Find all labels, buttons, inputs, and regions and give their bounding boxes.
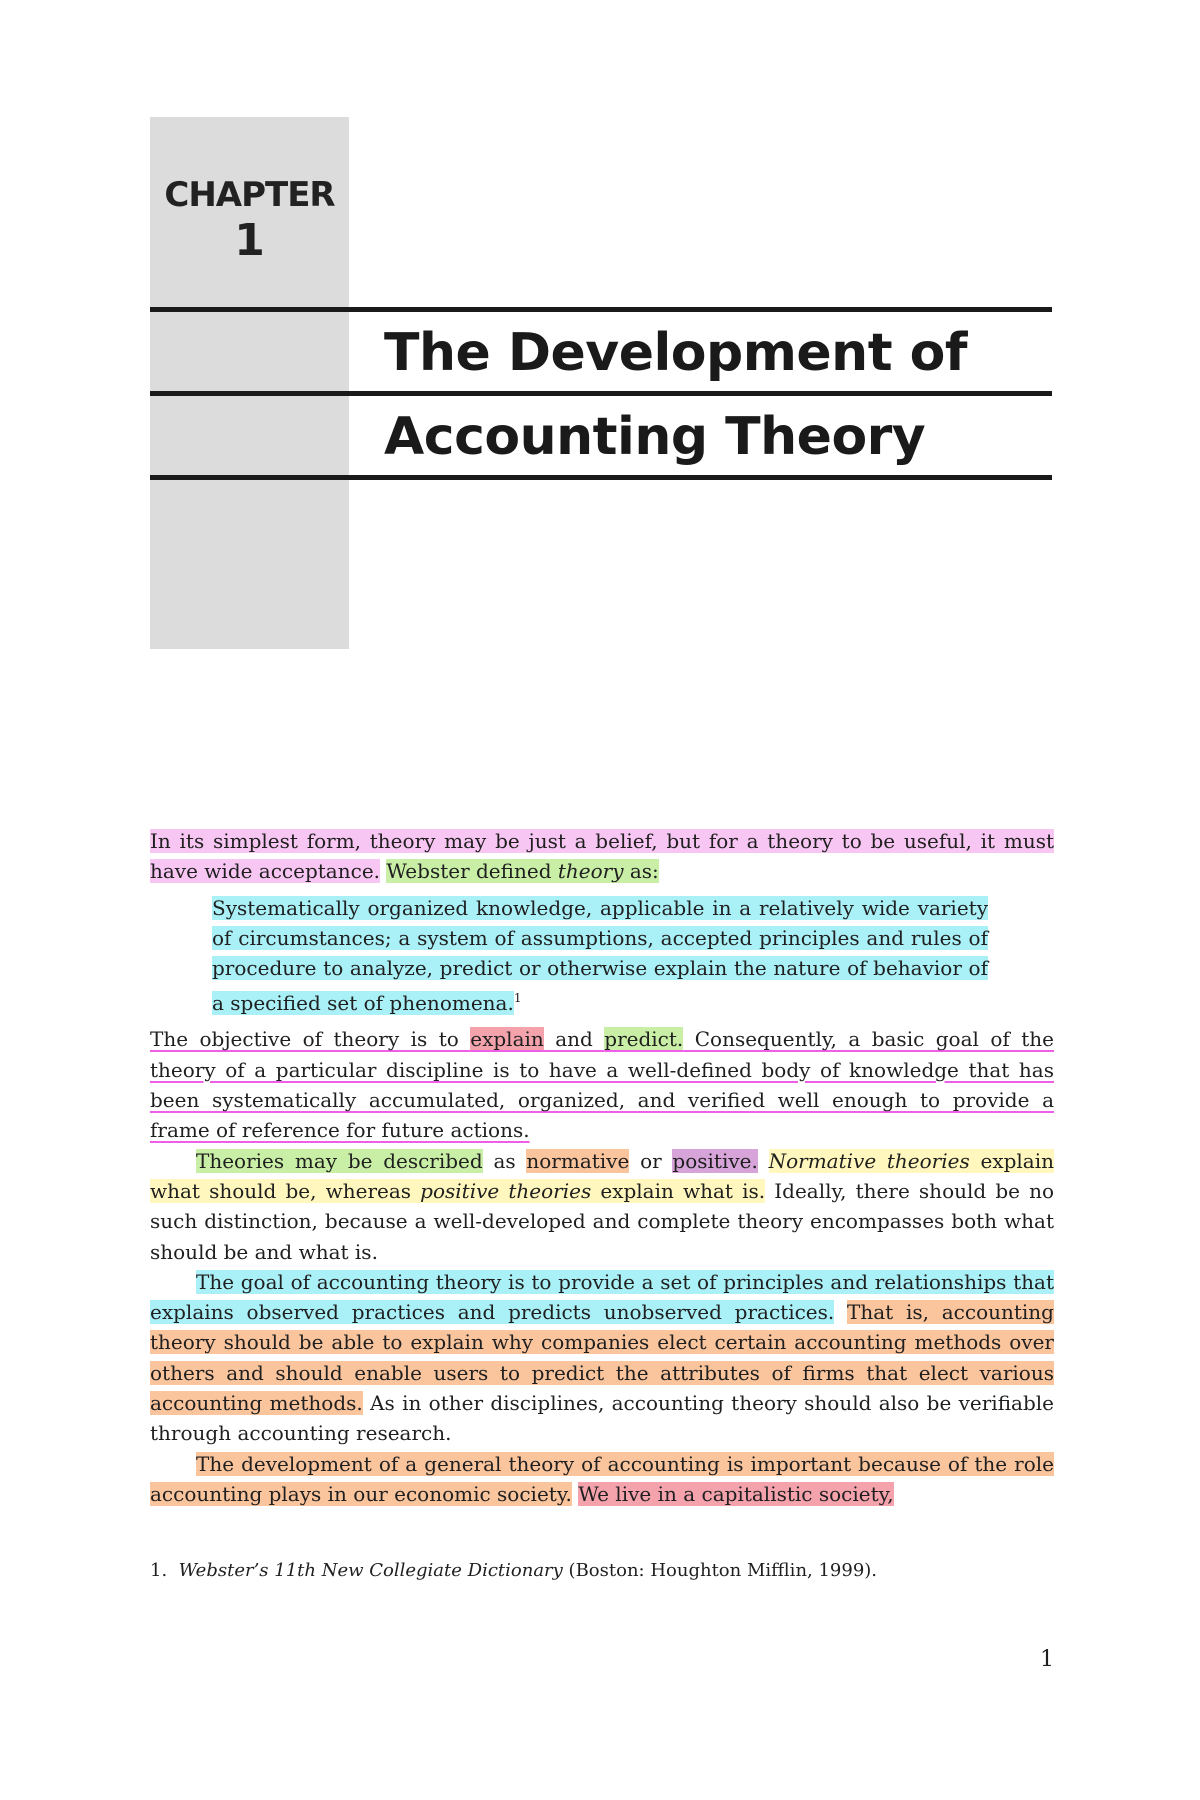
- highlight: normative: [526, 1148, 630, 1173]
- paragraph-3: Theories may be described as normative or positive. Normative theories explain what should be, whereas positive theories explain what is. Ideally, there should be no such distinction, because a well-developed and complete theory encompasses both what should be and what is.: [150, 1148, 1055, 1264]
- body-text: [150, 826, 1054, 1509]
- highlight: The goal of accounting theory is to provide a set of principles and relationships that explains observed practices and predicts unobserved practices.: [150, 1269, 1054, 1325]
- chapter-number: 1: [234, 215, 265, 266]
- highlight: predict.: [604, 1027, 684, 1052]
- footnote: 1. Webster’s 11th New Collegiate Dictionary (Boston: Houghton Mifflin, 1999).: [150, 1560, 878, 1581]
- highlight: Normative theories explain what should be, whereas positive theories explain what is.: [150, 1148, 1055, 1203]
- paragraph-2: The objective of theory is to explain and predict. Consequently, a basic goal of the theory of a particular discipline is to have a well-defined body of knowledge that has been systematically accumulated, organized, and verified well enough to provide a frame of reference for future actions.: [150, 1027, 1055, 1143]
- title-rule-bottom: [150, 475, 1052, 480]
- highlight: positive.: [672, 1148, 758, 1173]
- block-quote: [212, 893, 988, 1019]
- highlight: That is, accounting theory should be able to explain why companies elect certain accounting methods over others and should enable users to predict the attributes of firms that elect various accounting methods.: [150, 1300, 1054, 1415]
- highlight: In its simplest form, theory may be just a belief, but for a theory to be useful, it must have wide acceptance.: [150, 829, 1054, 884]
- emphasis: Normative theories: [768, 1148, 970, 1173]
- highlight: explain: [470, 1027, 544, 1052]
- highlight: Webster defined theory as:: [386, 859, 659, 884]
- emphasis: positive theories: [420, 1178, 592, 1203]
- highlight: Theories may be described: [196, 1148, 483, 1173]
- highlight: We live in a capitalistic society,: [578, 1481, 894, 1506]
- page-number: 1: [1040, 1647, 1054, 1672]
- title-rule-top: [150, 307, 1052, 312]
- footnote-ref: 1: [513, 991, 522, 1006]
- paragraph-5: [150, 1449, 1054, 1510]
- chapter-label: CHAPTER: [164, 175, 335, 215]
- title-rule-middle: [150, 391, 1052, 396]
- highlight: Systematically organized knowledge, applicable in a relatively wide variety of circumstances; a system of assumptions, accepted principles and rules of procedure to analyze, predict or otherwise explain the nature of behavior of a specified set of phenomena.: [212, 895, 988, 1016]
- chapter-title-line-2: Accounting Theory: [384, 407, 926, 467]
- highlight: The development of a general theory of accounting is important because of the role accounting plays in our economic society.: [150, 1451, 1054, 1506]
- paragraph-4: The goal of accounting theory is to provide a set of principles and relationships that explains observed practices and predicts unobserved practices. That is, accounting theory should be able to explain why companies elect certain accounting methods over others and should enable users to predict the attributes of firms that elect various accounting methods. As in other disciplines, accounting theory should also be verifiable through accounting research.: [150, 1269, 1054, 1446]
- chapter-title-line-1: The Development of: [384, 323, 968, 383]
- emphasis: theory: [557, 859, 624, 884]
- paragraph-1: [150, 826, 1054, 887]
- footnote-title: Webster’s 11th New Collegiate Dictionary: [178, 1560, 563, 1581]
